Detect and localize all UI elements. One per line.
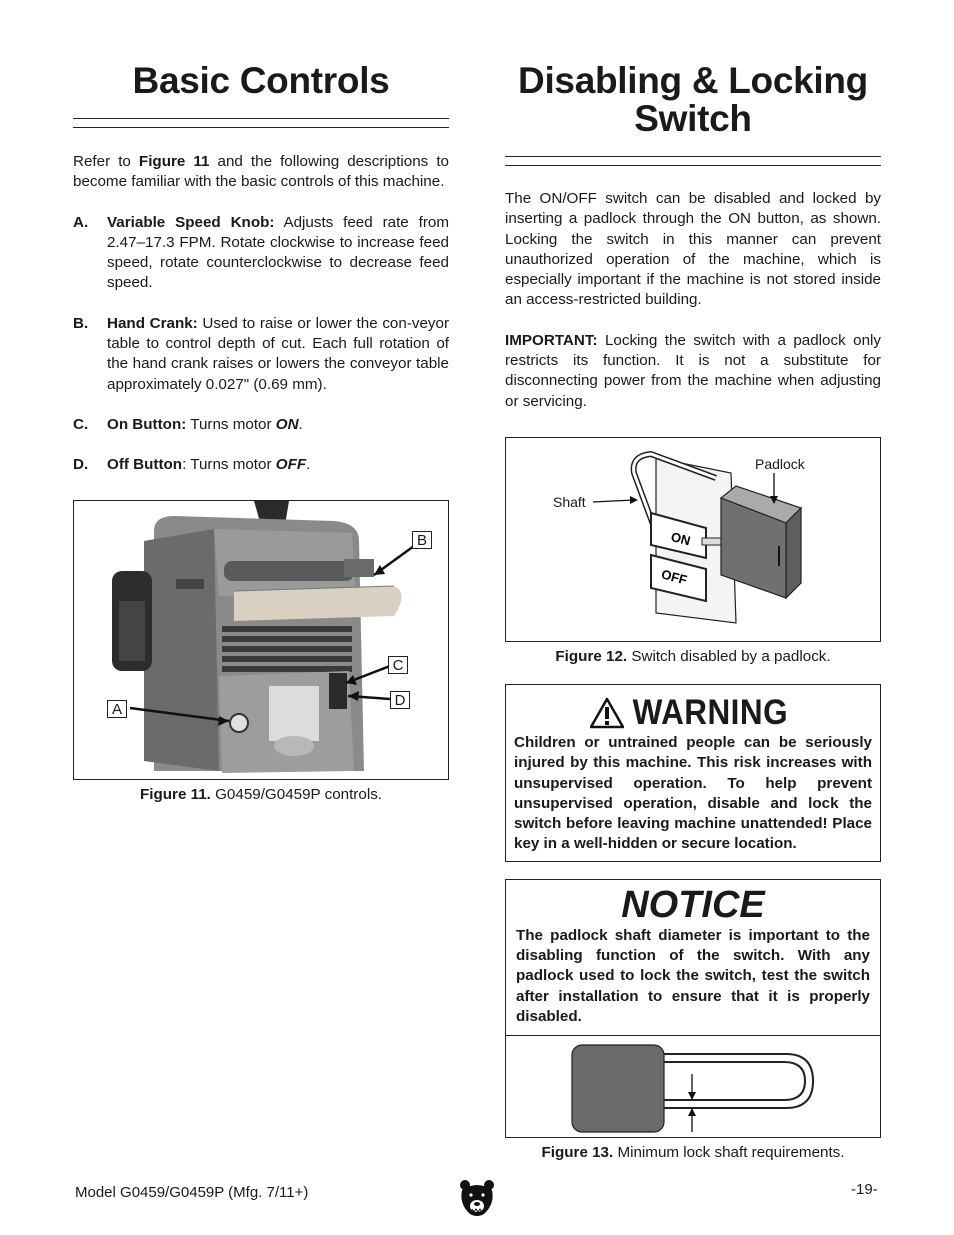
label-padlock: Padlock [755, 455, 805, 472]
label-shaft: Shaft [553, 493, 586, 510]
control-item-b: B. Hand Crank: Used to raise or lower the con-veyor table to control depth of cut. Each full rotation of the hand crank raises or lowers the conveyor table approximately 0.027" (0.69 mm). [73, 314, 450, 393]
right-column [505, 62, 881, 1161]
footer-model: Model G0459/G0459P (Mfg. 7/11+) [75, 1184, 309, 1201]
warning-triangle-icon [590, 697, 624, 729]
control-item-a: A. Variable Speed Knob: Adjusts feed rate from 2.47–17.3 FPM. Rotate clockwise to increase feed speed, rotate counterclockwise to decrease feed speed. [73, 213, 449, 292]
figure-13-caption: Figure 13. Minimum lock shaft requirements. [541, 1144, 845, 1162]
figure-13-box [506, 1035, 880, 1137]
switch-paragraph: The ON/OFF switch can be disabled and locked by inserting a padlock through the ON button, as shown. Locking the switch in this manner can prevent unauthorized operation of the machine, which is especially important if the machine is not stored inside an access-restricted building. [505, 190, 881, 309]
callout-b: B [412, 531, 432, 549]
footer-page-number: -19- [851, 1181, 878, 1198]
notice-title: NOTICE [621, 883, 765, 926]
notice-box [505, 879, 881, 1138]
callout-d: D [390, 691, 410, 709]
control-item-c: C. On Button: Turns motor ON. [73, 415, 303, 433]
warning-text: Children or untrained people can be seriously injured by this machine. This risk increases with unsupervised operation. To help prevent unsupervised operation, disable and lock the switch before leaving machine unattended! Place key in a well-hidden or secure location. [514, 733, 872, 853]
callout-a: A [107, 700, 127, 718]
warning-title: WARNING [632, 692, 788, 732]
figure-11-box [73, 500, 449, 780]
off-button-label: OFF [659, 566, 689, 588]
important-paragraph: IMPORTANT: Locking the switch with a padlock only restricts its function. It is not a substitute for disconnecting power from the machine when adjusting or servicing. [505, 331, 881, 410]
warning-header [514, 693, 872, 733]
left-column [73, 62, 449, 803]
figure-11-caption: Figure 11. G0459/G0459P controls. [139, 785, 383, 803]
padlock-switch-illustration [506, 438, 879, 640]
heading-rule [73, 118, 449, 128]
machine-photo-illustration [74, 501, 447, 778]
figure-12-caption: Figure 12. Switch disabled by a padlock. [555, 647, 831, 665]
lock-shaft-illustration [506, 1036, 879, 1136]
intro-paragraph: Refer to Figure 11 and the following descriptions to become familiar with the basic controls of this machine. [73, 153, 449, 191]
section-heading-basic-controls: Basic Controls [132, 60, 390, 101]
section-heading-disabling: Disabling & Locking Switch [518, 60, 868, 139]
control-item-d: D. Off Button: Turns motor OFF. [73, 456, 311, 474]
figure-12-box [505, 437, 881, 642]
on-button-label: ON [669, 528, 693, 549]
warning-box [505, 684, 881, 862]
grizzly-bear-logo-icon [458, 1178, 496, 1218]
heading-rule [505, 156, 881, 166]
notice-text: The padlock shaft diameter is important to the disabling function of the switch. With any padlock used to lock the switch, test the switch after installation to ensure that it is properly disabled. [516, 926, 870, 1025]
callout-c: C [388, 656, 408, 674]
